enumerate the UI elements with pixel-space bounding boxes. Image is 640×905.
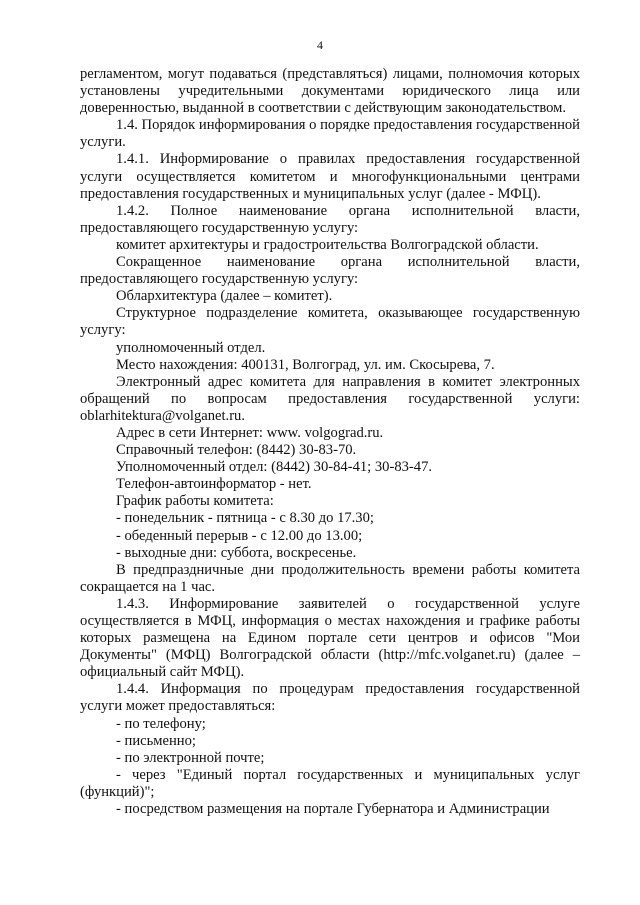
list-item-portal: - через "Единый портал государственных и муниципальных услуг (функций)"; (80, 766, 580, 800)
paragraph-location: Место нахождения: 400131, Волгоград, ул. им. Скосырева, 7. (116, 356, 495, 373)
paragraph-preholiday: В предпраздничные дни продолжительность времени работы комитета сокращается на 1 час. (80, 561, 580, 595)
paragraph-1-4-2: 1.4.2. Полное наименование органа исполнительной власти, предоставляющего государственную услугу: (80, 202, 580, 236)
paragraph-autoinformer: Телефон-автоинформатор - нет. (116, 476, 312, 493)
paragraph-1-4-3: 1.4.3. Информирование заявителей о государственной услуге осуществляется в МФЦ, информация о местах нахождения и графике работы которых размещена на Едином портале сети центров и офисов "Мои Документы" (МФЦ) Волгоградской области (http://mfc.volganet.ru) (далее – официальный сайт МФЦ). (80, 595, 580, 681)
paragraph-schedule-label: График работы комитета: (116, 493, 274, 510)
paragraph-department-phone: Уполномоченный отдел: (8442) 30-84-41; 30-83-47. (116, 459, 433, 476)
paragraph-1-4-4: 1.4.4. Информация по процедурам предоставления государственной услуги может предоставляться: (80, 681, 580, 715)
list-item-phone: - по телефону; (116, 715, 206, 732)
paragraph-structural-unit-label: Структурное подразделение комитета, оказывающее государственную услугу: (80, 305, 580, 339)
paragraph-short-name-label: Сокращенное наименование органа исполнительной власти, предоставляющего государственную услугу: (80, 254, 580, 288)
paragraph-reference-phone: Справочный телефон: (8442) 30-83-70. (116, 442, 357, 459)
paragraph-short-name: Облархитектура (далее – комитет). (116, 288, 333, 305)
schedule-item-lunch: - обеденный перерыв - с 12.00 до 13.00; (116, 527, 363, 544)
paragraph-continuation: регламентом, могут подаваться (представляться) лицами, полномочия которых установлены учредительными документами юридического лица или доверенностью, выданной в соответствии с действующим законодательством. (80, 66, 580, 117)
document-body (80, 66, 580, 818)
list-item-governor-portal: - посредством размещения на портале Губернатора и Администрации (116, 801, 550, 818)
paragraph-full-name: комитет архитектуры и градостроительства Волгоградской области. (116, 236, 539, 253)
schedule-item-weekdays: - понедельник - пятница - с 8.30 до 17.30; (116, 510, 374, 527)
list-item-written: - письменно; (116, 732, 196, 749)
paragraph-website: Адрес в сети Интернет: www. volgograd.ru. (116, 424, 384, 441)
paragraph-structural-unit: уполномоченный отдел. (116, 339, 266, 356)
section-heading-1-4: 1.4. Порядок информирования о порядке предоставления государственной услуги. (80, 117, 580, 151)
paragraph-1-4-1: 1.4.1. Информирование о правилах предоставления государственной услуги осуществляется комитетом и многофункциональными центрами предоставления государственных и муниципальных услуг (далее - МФЦ). (80, 151, 580, 202)
page-number: 4 (317, 38, 323, 52)
paragraph-email: Электронный адрес комитета для направления в комитет электронных обращений по вопросам предоставления государственной услуги: oblarhitektura@volganet.ru. (80, 373, 580, 424)
list-item-email: - по электронной почте; (116, 749, 265, 766)
schedule-item-weekend: - выходные дни: суббота, воскресенье. (116, 544, 357, 561)
